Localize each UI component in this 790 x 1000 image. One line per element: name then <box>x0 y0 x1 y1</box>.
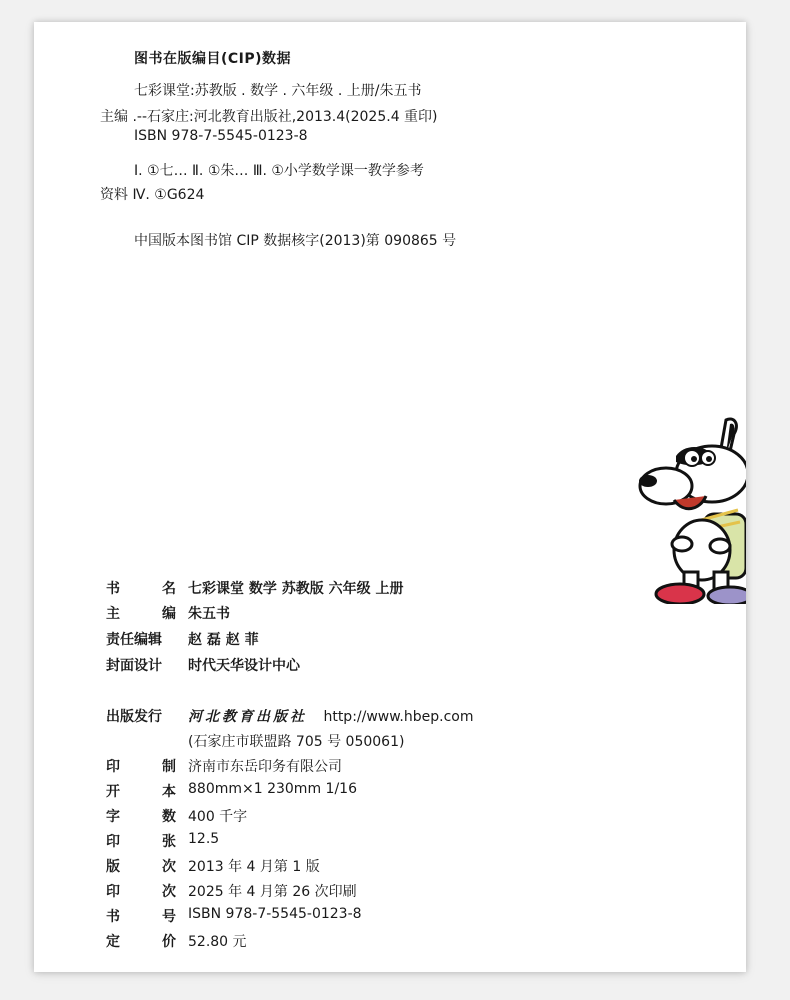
cip-line-3: ISBN 978-7-5545-0123-8 <box>134 128 308 144</box>
edition-value: 2013 年 4 月第 1 版 <box>188 859 320 875</box>
cip-line-6: 中国版本图书馆 CIP 数据核字(2013)第 090865 号 <box>134 233 457 249</box>
cip-line-2: 主编 .--石家庄:河北教育出版社,2013.4(2025.4 重印) <box>100 109 438 125</box>
resp-editor-value: 赵 磊 赵 菲 <box>188 632 259 648</box>
words-value: 400 千字 <box>188 809 248 825</box>
cartoon-dog-mascot-icon <box>634 414 746 604</box>
cover-value: 时代天华设计中心 <box>188 658 300 674</box>
format-value: 880mm×1 230mm 1/16 <box>188 781 357 797</box>
isbn-value: ISBN 978-7-5545-0123-8 <box>188 906 362 922</box>
cip-title: 图书在版编目(CIP)数据 <box>134 51 292 67</box>
price-value: 52.80 元 <box>188 934 247 950</box>
impression-value: 2025 年 4 月第 26 次印刷 <box>188 884 357 900</box>
cip-line-1: 七彩课堂:苏教版 . 数学 . 六年级 . 上册/朱五书 <box>134 83 422 99</box>
publisher-url: http://www.hbep.com <box>323 709 474 725</box>
cip-line-5: 资料 Ⅳ. ①G624 <box>100 187 205 203</box>
editor-value: 朱五书 <box>188 606 230 622</box>
copyright-page: 图书在版编目(CIP)数据 七彩课堂:苏教版 . 数学 . 六年级 . 上册/朱五书 主编 .--石家庄:河北教育出版社,2013.4(2025.4 重印) ISBN 978-7-5545-0123-8 Ⅰ. ①七… Ⅱ. ①朱… Ⅲ. ①小学数学课一教学参考 资料 Ⅳ. ①G624 中国版本图书馆 CIP 数据核字(2013)第 090865 号 书 名 七彩课堂 数学 苏教版 六年级 上册 主 编 朱五书 责任编辑 赵 磊 赵 菲 封面设计 时代天华设计中心 出版发行 河北教育出版社 http://www.hbep.com (石家庄市联盟路 705 号 050061) 印 制 济南市东岳印务有限公司 开 本 880mm×1 230mm 1/16 字 数 400 千字 印 张 12.5 版 次 2013 年 4 月第 1 版 印 次 2025 年 4 月第 26 次印刷 书 号 ISBN 978-7-5545-0123-8 定 价 52.80 元 <box>34 22 746 972</box>
cip-line-4: Ⅰ. ①七… Ⅱ. ①朱… Ⅲ. ①小学数学课一教学参考 <box>134 163 424 179</box>
publisher-logo: 河北教育出版社 <box>188 709 307 725</box>
publisher-address: (石家庄市联盟路 705 号 050061) <box>188 734 405 750</box>
printer-value: 济南市东岳印务有限公司 <box>188 759 342 775</box>
book-name-value: 七彩课堂 数学 苏教版 六年级 上册 <box>188 581 404 597</box>
sheets-value: 12.5 <box>188 831 220 847</box>
